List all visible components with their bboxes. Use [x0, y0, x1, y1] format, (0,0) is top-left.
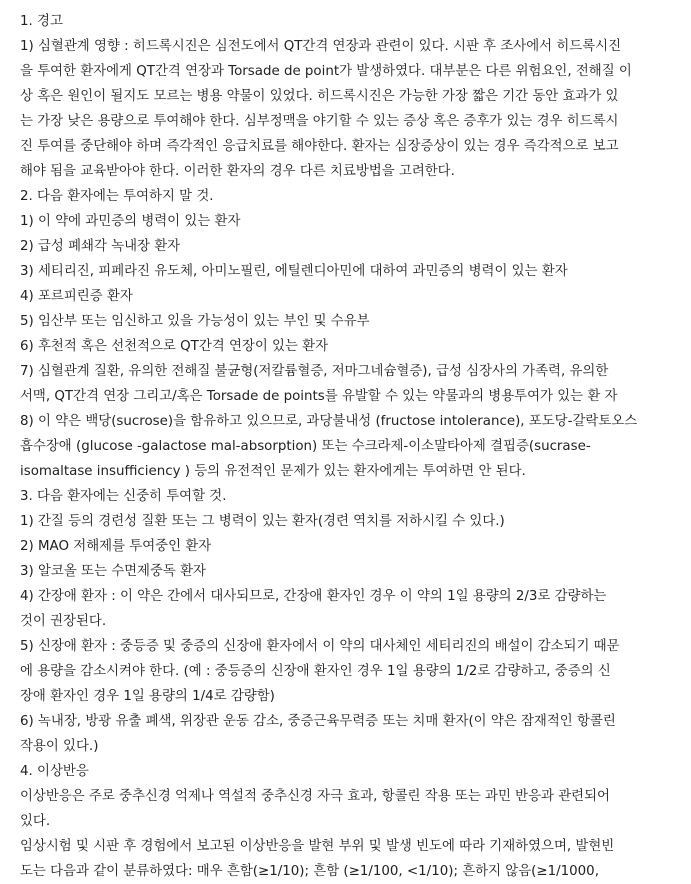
- section-heading-precautions: 3. 다음 환자에는 신중히 투여할 것.: [20, 489, 227, 504]
- section-heading-contraindications: 2. 다음 환자에는 투여하지 말 것.: [20, 189, 214, 204]
- section-heading-adverse-reactions: 4. 이상반응: [20, 764, 89, 779]
- text-line: 서맥, QT간격 연장 그리고/혹은 Torsade de points를 유발할 수 있는 약물과의 병용투여가 있는 환 자: [20, 389, 618, 404]
- text-line: 있다.: [20, 814, 51, 829]
- text-line: 흡수장애 (glucose -galactose mal-absorption) 또는 수크라제-이소말타아제 결핍증(sucrase-: [20, 439, 591, 454]
- list-item: 2) 급성 폐쇄각 녹내장 환자: [20, 239, 181, 254]
- list-item: 5) 임산부 또는 임신하고 있을 가능성이 있는 부인 및 수유부: [20, 314, 370, 329]
- text-line: 상 혹은 원인이 될지도 모르는 병용 약물이 있었다. 히드록시진은 가능한 가장 짧은 기간 동안 효과가 있: [20, 89, 619, 104]
- section-heading-warnings: 1. 경고: [20, 14, 63, 29]
- text-line: 1) 심혈관계 영향 : 히드록시진은 심전도에서 QT간격 연장과 관련이 있다. 시판 후 조사에서 히드록시진: [20, 39, 622, 54]
- text-line: 는 가장 낮은 용량으로 투여해야 한다. 심부정맥을 야기할 수 있는 증상 혹은 증후가 있는 경우 히드록시: [20, 114, 619, 129]
- list-item: 8) 이 약은 백당(sucrose)을 함유하고 있으므로, 과당불내성 (fructose intolerance), 포도당-갈락토오스: [20, 414, 638, 429]
- list-item: 4) 포르피린증 환자: [20, 289, 133, 304]
- list-item: 2) MAO 저해제를 투여중인 환자: [20, 539, 212, 554]
- text-line: 을 투여한 환자에게 QT간격 연장과 Torsade de point가 발생하였다. 대부분은 다른 위험요인, 전해질 이: [20, 64, 632, 79]
- text-line: 임상시험 및 시판 후 경험에서 보고된 이상반응을 발현 부위 및 발생 빈도에 따라 기재하였으며, 발현빈: [20, 839, 615, 854]
- text-line: 이상반응은 주로 중추신경 억제나 역설적 중추신경 자극 효과, 항콜린 작용 또는 과민 반응과 관련되어: [20, 789, 610, 804]
- list-item: 5) 신장애 환자 : 중등증 및 중증의 신장애 환자에서 이 약의 대사체인 세티리진의 배설이 감소되기 때문: [20, 639, 620, 654]
- text-line: 해야 됨을 교육받아야 한다. 이러한 환자의 경우 다른 치료방법을 고려한다.: [20, 164, 455, 179]
- document-body: [20, 9, 691, 884]
- list-item: 6) 녹내장, 방광 유출 폐색, 위장관 운동 감소, 중증근육무력증 또는 치매 환자(이 약은 잠재적인 항콜린: [20, 714, 616, 729]
- list-item: 7) 심혈관계 질환, 유의한 전해질 불균형(저칼륨혈증, 저마그네슘혈증), 급성 심장사의 가족력, 유의한: [20, 364, 609, 379]
- text-line: 에 용량을 감소시켜야 한다. (예 : 중등증의 신장애 환자인 경우 1일 용량의 1/2로 감량하고, 중증의 신: [20, 664, 611, 679]
- list-item: 3) 세티리진, 피페라진 유도체, 아미노필린, 에틸렌디아민에 대하여 과민증의 병력이 있는 환자: [20, 264, 568, 279]
- list-item: 1) 이 약에 과민증의 병력이 있는 환자: [20, 214, 241, 229]
- text-line: 도는 다음과 같이 분류하였다: 매우 흔함(≥1/10); 흔함 (≥1/100, <1/10); 흔하지 않음(≥1/1000,: [20, 864, 599, 879]
- text-line: 장애 환자인 경우 1일 용량의 1/4로 감량함): [20, 689, 275, 704]
- text-line: 것이 권장된다.: [20, 614, 107, 629]
- text-line: 진 투여를 중단해야 하며 즉각적인 응급치료를 해야한다. 환자는 심장증상이 있는 경우 즉각적으로 보고: [20, 139, 619, 154]
- list-item: 1) 간질 등의 경련성 질환 또는 그 병력이 있는 환자(경련 역치를 저하시킬 수 있다.): [20, 514, 505, 529]
- list-item: 6) 후천적 혹은 선천적으로 QT간격 연장이 있는 환자: [20, 339, 329, 354]
- list-item: 4) 간장애 환자 : 이 약은 간에서 대사되므로, 간장애 환자인 경우 이 약의 1일 용량의 2/3로 감량하는: [20, 589, 607, 604]
- text-line: 작용이 있다.): [20, 739, 99, 754]
- text-line: isomaltase insufficiency ) 등의 유전적인 문제가 있는 환자에게는 투여하면 안 된다.: [20, 464, 526, 479]
- list-item: 3) 알코올 또는 수면제중독 환자: [20, 564, 206, 579]
